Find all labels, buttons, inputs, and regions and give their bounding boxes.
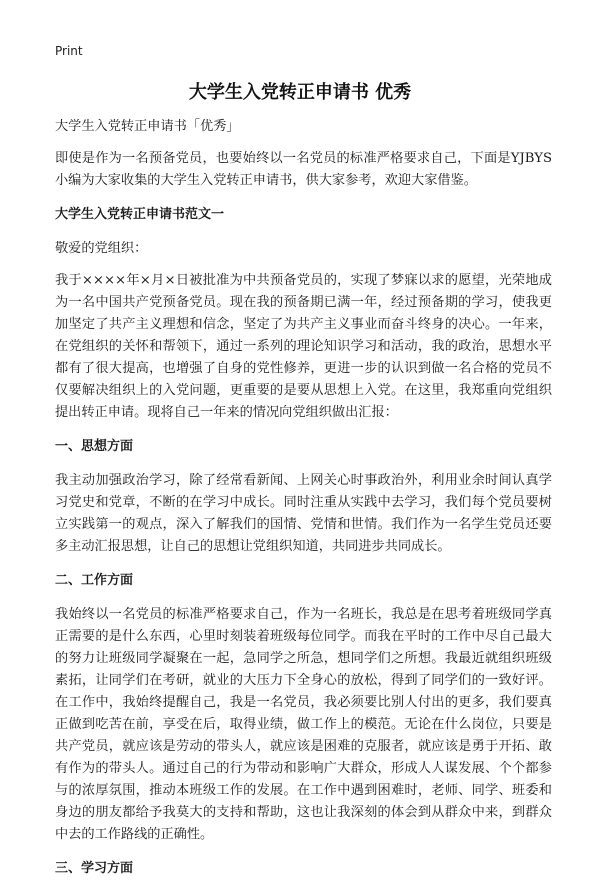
sample-heading: 大学生入党转正申请书范文一 [55,207,225,222]
section-heading-thought: 一、思想方面 [55,439,134,454]
opening-paragraph: 我于××××年×月×日被批准为中共预备党员的，实现了梦寐以求的愿望，光荣地成为一名中国共产党预备党员。现在我的预备期已满一年，经过预备期的学习，使我更加坚定了共产主义理想和信念，坚定了为共产主义事业而奋斗终身的决心。一年来，在党组织的关怀和帮领下，通过一系列的理论知识学习和活动，我的政治，思想水平都有了很大提高，也增强了自身的党性修养，更进一步的认识到做一名合格的党员不仅要解决组织上的入党问题，更重要的是要从思想上入党。在这里，我郑重向党组织提出转正申请。现将自己一年来的情况向党组织做出汇报： [55,273,552,420]
intro-paragraph: 即使是作为一名预备党员，也要始终以一名党员的标准严格要求自己，下面是YJBYS小编为大家收集的大学生入党转正申请书，供大家参考，欢迎大家借鉴。 [55,151,552,188]
section-heading-study: 三、学习方面 [55,861,134,876]
page-title: 大学生入党转正申请书 优秀 [188,82,412,103]
document-body [55,116,552,892]
section-heading-work: 二、工作方面 [55,573,134,588]
document-subtitle: 大学生入党转正申请书「优秀」 [55,119,240,134]
print-link[interactable]: Print [55,44,83,58]
section-text-thought: 我主动加强政治学习，除了经常看新闻、上网关心时事政治外，利用业余时间认真学习党史和党章，不断的在学习中成长。同时注重从实践中去学习，我们每个党员要树立实践第一的观点，深入了解我们的国情、党情和世情。我们作为一名学生党员还要多主动汇报思想，让自己的思想让党组织知道，共同进步共同成长。 [55,473,552,554]
salutation: 敬爱的党组织： [55,241,148,256]
section-text-work: 我始终以一名党员的标准严格要求自己，作为一名班长，我总是在思考着班级同学真正需要的是什么东西，心里时刻装着班级每位同学。而我在平时的工作中尽自己最大的努力让班级同学凝聚在一起，急同学之所急，想同学们之所想。我最近就组织班级素拓，让同学们在考研，就业的大压力下全身心的放松，得到了同学们的一致好评。在工作中，我始终提醒自己，我是一名党员，我必须要比别人付出的更多，我们要真正做到吃苦在前，享受在后，取得业绩，做工作上的模范。无论在什么岗位，只要是共产党员，就应该是劳动的带头人，就应该是困难的克服者，就应该是勇于开拓、敢有作为的带头人。通过自己的行为带动和影响广大群众，形成人人谋发展、个个都参与的浓厚氛围，推动本班级工作的发展。在工作中遇到困难时，老师、同学、班委和身边的朋友都给予我莫大的支持和帮助，这也让我深刻的体会到从群众中来，到群众中去的工作路线的正确性。 [55,607,552,842]
